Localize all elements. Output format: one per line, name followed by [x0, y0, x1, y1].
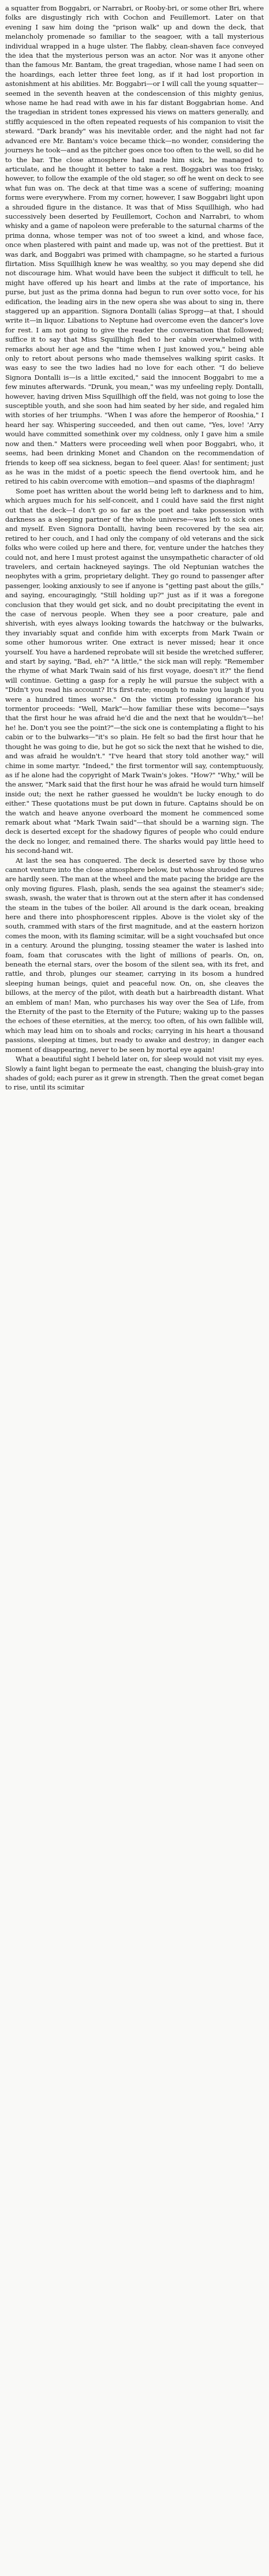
article-paragraph-4: What a beautiful sight I beheld later on, for sleep would not visit my eyes. Slowly a faint light began to permeate the east, changing the bluish-gray into shades of gold; each purer as it grew in strength. Then the great comet began to rise, until its scimitar	[5, 1055, 264, 1092]
article-paragraph-3: At last the sea has conquered. The deck is deserted save by those who cannot venture into the close atmosphere below, but whose shrouded figures are hardly seen. The man at the wheel and the mate pacing the bridge are the only moving figures. Flash, plash, sends the sea against the steamer's side; swash, swash, the water that is thrown out at the stern after it has condensed the steam in the tubes of the boiler. All around is the dark ocean, breaking here and there into phosphorescent ripples. Above is the violet sky of the south, crammed with stars of the first magnitude, and at the eastern horizon comes the moon, with its flaming scimitar, will be a sight vouchsafed but once in a century. Around the plunging, tossing steamer the water is lashed into foam, foam that coruscates with the light of millions of pearls. On, on, beneath the eternal stars, over the bosom of the silent sea, with its fret, and rattle, and throb, plunges our steamer, carrying in its bosom a hundred sleeping human beings, quiet and peaceful now. On, on, she cleaves the billows, at the mercy of the pilot, with death but a hairbreadth distant. What an emblem of man! Man, who purchases his way over the Sea of Life, from the Eternity of the past to the Eternity of the Future; waking up to the passes the echoes of these eternities, at the mercy, too often, of his own fallible will, which may lead him on to shoals and rocks; carrying in his heart a thousand passions, sleeping at times, but ready to awake and destroy; in danger each moment of disappearing, never to be seen by mortal eye again!	[5, 856, 264, 1054]
article-paragraph-1: a squatter from Boggabri, or Narrabri, or Rooby-bri, or some other Bri, where folks are disgustingly rich with Cochon and Feuillemort. Later on that evening I saw him doing the "prison walk" up and down the deck, that melancholy promenade so familiar to the seagoer, with a tall mysterious individual wrapped in a huge ulster. The flabby, clean-shaven face conveyed the idea that the mysterious person was an actor. Nor was it anyone other than the famous Mr. Bantam, the great tragedian, whose name I had seen on the hoardings, each letter three feet long, as if it had lost proportion in astonishment at his abilities. Mr. Boggabri—or I will call the young squatter—seemed in the seventh heaven at the condescension of this mighty genius, whose name he had read with awe in his far distant Boggabrian home. And the tragedian in strident tones expressed his views on matters generally, and stiffly acquiesced in the often repeated requests of his companion to visit the steward. "Dark brandy" was his inevitable order, and the night had not far advanced ere Mr. Bantam's voice became thick—no wonder, considering the journeys he took—and as the pitcher goes once too often to the well, so did he to the bar. The close atmosphere had made him sick, he managed to articulate, and he thought it better to take a rest. Boggabri was too frisky, however, to follow the example of the old stager, so off he went on deck to see what fun was on. The deck at that time was a scene of suffering; moaning forms were everywhere. From my corner, however, I saw Boggabri light upon a shrouded figure in the distance. It was that of Miss Squillhigh, who had successively been deserted by Feuillemort, Cochon and Narrabri, to whom whisky and a game of napoleon were preferable to the saturnal charms of the prima donna, whose temper was not of too sweet a kind, and whose face, once when plastered with paint and made up, was not of the prettiest. But it was dark, and Boggabri was primed with champagne, so he started a furious flirtation. Miss Squillhigh knew he was wealthy, so you may depend she did not discourage him. What would have been the subject it difficult to tell, he might have offered up his heart and limbs at the rate of importance, his purse, but just as the prima donna had begun to run over sotto voce, for his edification, the leading airs in the new opera she was about to sing in, there staggered up an apparition. Signora Dontalli (alias Sprogg—at that, I should write it—in liquor. Libations to Neptune had overcome even the dancer's love for rest. I am not going to give the reader the conversation that followed; suffice it to say that Miss Squillhigh fled to her cabin overwhelmed with remarks about her age and the "time when I just knowed you," being able only to retort about persons who made themselves walking spirit casks. It was easy to see the two ladies had no love for each other. "I do believe Signora Dontalli is—is a little excited," said the innocent Boggabri to me a few minutes afterwards. "Drunk, you mean," was my unfeeling reply. Dontalli, however, having driven Miss Squillhigh off the field, was not going to lose the susceptible youth, and she soon had him seated by her side, and regaled him with stories of her triumphs. "When I was afore the hemperor of Rooshia," I heard her say. Whispering succeeded, and then out came, "Yes, love! 'Arry would have committed somethink over my coldness, only I gave him a smile now and then." Matters were proceeding well when poor Boggabri, who, it seems, had been drinking Monet and Chandon on the recommendation of friends to keep off sea sickness, began to feel queer. Alas! for sentiment; just as he was in the midst of a poetic speech the fiend overtook him, and he retired to his cabin overcome with emotion—and spasms of the diaphragm!	[5, 4, 264, 486]
article-paragraph-2: Some poet has written about the world being left to darkness and to him, which argues much for his self-conceit, and I could have said the first night out that the deck—I don't go so far as the poet and take possession with darkness as a sleeping partner of the whole universe—was left to sick ones and myself. Even Signora Dontalli, having been recovered by the sea air, retired to her couch, and I had only the company of old veterans and the sick folks who were coiled up here and there, for, venture under the hatches they could not, and here I must protest against the unsympathetic character of old travelers, and certain hackneyed sayings. The old Neptunian watches the neophytes with a grim, proprietary delight. They go round to passenger after passenger, looking anxiously to see if anyone is "getting past about the gills," and saying, encouragingly, "Still holding up?" just as if it was a foregone conclusion that they would get sick, and no doubt precipitating the event in the case of nervous people. When they see a poor creature, pale and shiverish, with eyes always looking towards the hatchway or the bulwarks, they invariably squat and confide him with excerpts from Mark Twain or some other humorous writer. One extract is never missed; hear it once yourself. You have a hardened reprobate will sit beside the wretched sufferer, and start by saying, "Bad, eh?" "A little," the sick man will reply. "Remember the rhyme of what Mark Twain said of his first voyage, doesn't it?" the fiend will continue. Getting a gasp for a reply he will pursue the subject with a "Didn't you read his account? It's first-rate; enough to make you laugh if you were a hundred times worse." On the victim professing ignorance his tormentor proceeds: "Well, Mark"—how familiar these wits become—"says that the first hour he was afraid he'd die and the next that he wouldn't—he! he! he. Don't you see the point?"—the sick one is contemplating a flight to his cabin or to the bulwarks—"it's so plain. He felt so bad the first hour that he thought he was going to die, but he got so sick the next that he wished to die, and was afraid he wouldn't." "I've heard that story told another way," will chime in some martyr. "Indeed," the first tormentor will say, contemptuously, as if he alone had the copyright of Mark Twain's jokes. "How?" "Why," will be the answer, "Mark said that the first hour he was afraid he would turn himself inside out; the next he rather guessed he wouldn't be lucky enough to do either." These quotations must be put down in future. Captains should be on the watch and heave anyone overboard the moment he commenced some remark about what "Mark Twain said"—that should be a warning sign. The deck is deserted except for the shadowy figures of people who could endure the deck no longer, and remained there. The sharks would pay little heed to his second-hand wit.	[5, 486, 264, 855]
